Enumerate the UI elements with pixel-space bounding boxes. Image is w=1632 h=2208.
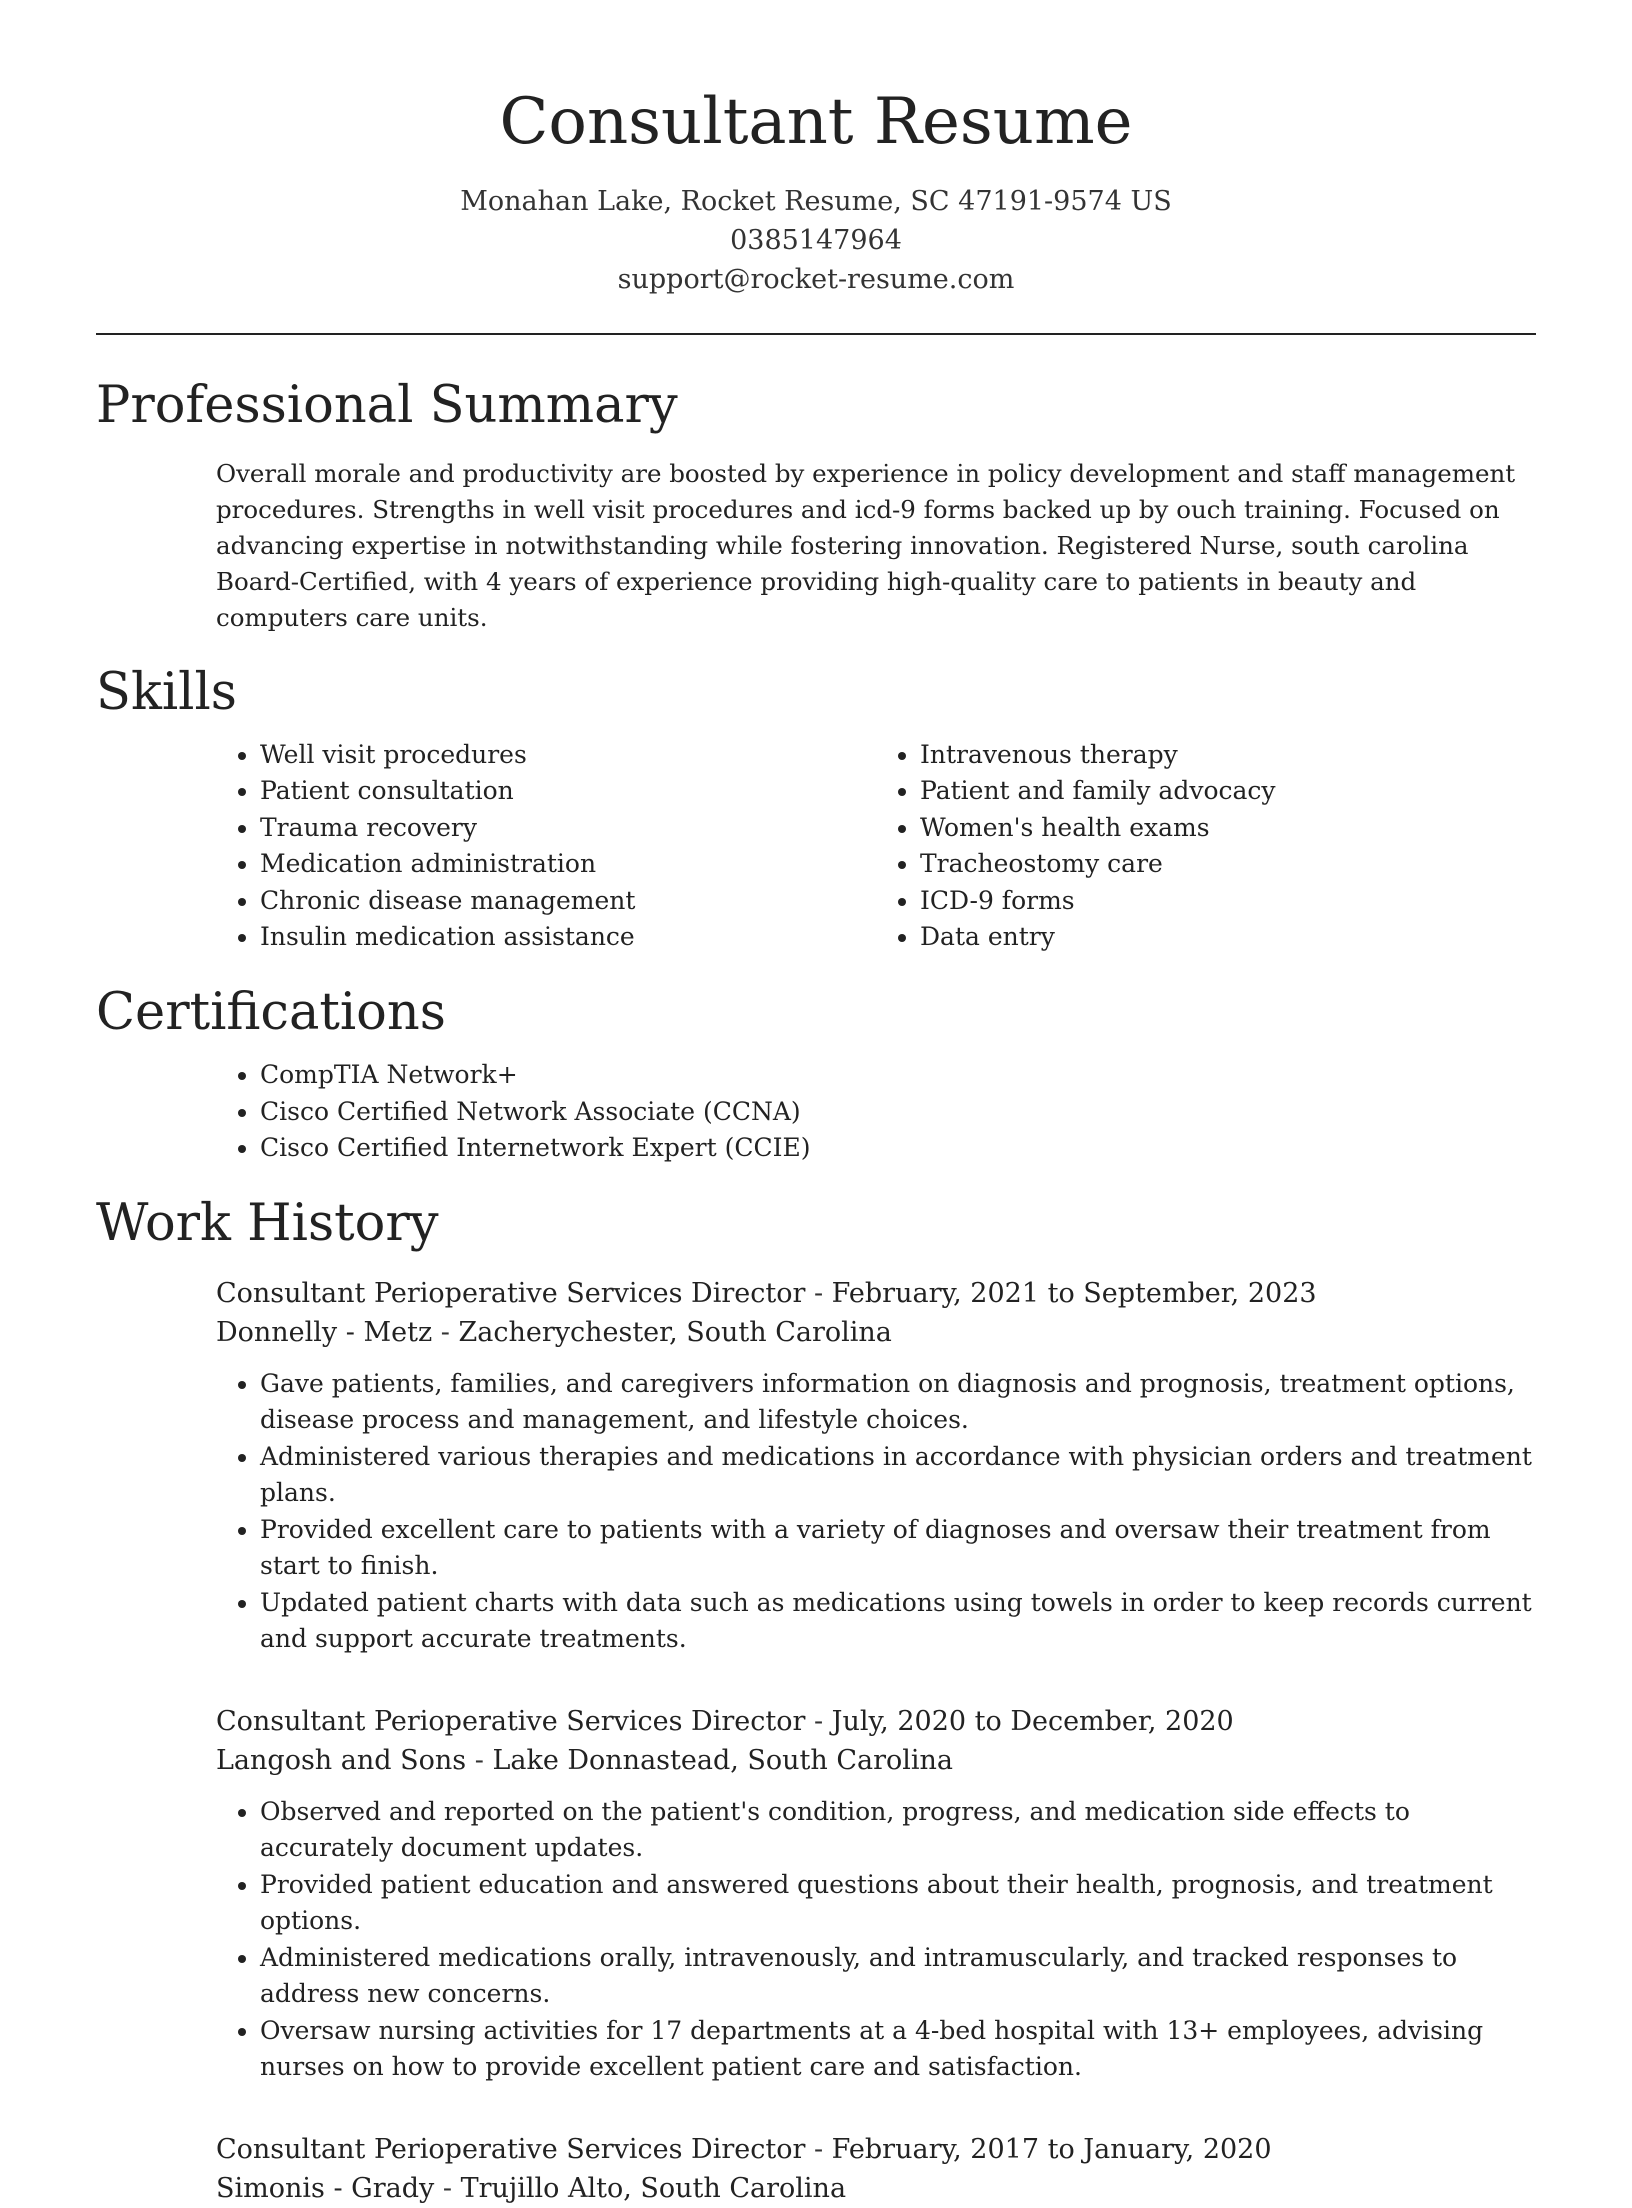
certifications-list bbox=[216, 1057, 1536, 1167]
skill-item: • Patient consultation bbox=[260, 773, 876, 810]
separator: - bbox=[805, 1277, 832, 1309]
separator: - bbox=[432, 1316, 459, 1348]
job-bullets bbox=[216, 1366, 1536, 1658]
summary-text: Overall morale and productivity are boosted by experience in policy development and staff management procedures. Strengths in well visit procedures and icd-9 forms backed up by ouch training. Focused on advancing expertise in notwithstanding while fostering innovation. Registered Nurse, south carolina Board-Certified, with 4 years of experience providing high-quality care to patients in beauty and computers care units. bbox=[216, 458, 1516, 632]
skill-item: • Tracheostomy care bbox=[920, 846, 1536, 883]
contact-address: Monahan Lake, Rocket Resume, SC 47191-9574 US bbox=[460, 185, 1172, 217]
job-company-line bbox=[216, 1741, 1536, 1780]
skill-item: • ICD-9 forms bbox=[920, 883, 1536, 920]
resume-title: Consultant Resume bbox=[499, 85, 1133, 159]
job-bullet: • Oversaw nursing activities for 17 departments at a 4-bed hospital with 13+ employees, advising nurses on how to provide excellent patient care and satisfaction. bbox=[260, 2013, 1536, 2086]
job-company: Donnelly - Metz bbox=[216, 1316, 433, 1348]
job-location: Zacherychester, South Carolina bbox=[458, 1316, 892, 1348]
skills-list bbox=[216, 737, 1536, 956]
job-company-line bbox=[216, 1313, 1536, 1352]
job-bullet: • Provided excellent care to patients with a variety of diagnoses and oversaw their treatment from start to finish. bbox=[260, 1512, 1536, 1585]
job-bullet: • Administered various therapies and medications in accordance with physician orders and treatment plans. bbox=[260, 1439, 1536, 1512]
skill-item: • Data entry bbox=[920, 919, 1536, 956]
separator: - bbox=[434, 2172, 461, 2204]
contact-phone: 0385147964 bbox=[730, 224, 902, 256]
job-location: Lake Donnastead, South Carolina bbox=[492, 1744, 954, 1776]
job-bullet: • Observed and reported on the patient's condition, progress, and medication side effects to accurately document updates. bbox=[260, 1794, 1536, 1867]
separator: - bbox=[805, 1705, 832, 1737]
skill-item: • Trauma recovery bbox=[260, 810, 876, 847]
job-dates: February, 2017 to January, 2020 bbox=[831, 2133, 1272, 2165]
skill-item: • Patient and family advocacy bbox=[920, 773, 1536, 810]
job-entry bbox=[216, 2130, 1536, 2208]
skills-column-left bbox=[216, 737, 876, 956]
summary-heading: Professional Summary bbox=[96, 375, 678, 435]
certification-item: • Cisco Certified Internetwork Expert (CCIE) bbox=[260, 1130, 1536, 1167]
certification-item: • CompTIA Network+ bbox=[260, 1057, 1536, 1094]
job-title-line bbox=[216, 2130, 1536, 2169]
job-title-line bbox=[216, 1702, 1536, 1741]
contact-email: support@rocket-resume.com bbox=[617, 263, 1015, 295]
certification-item: • Cisco Certified Network Associate (CCNA) bbox=[260, 1094, 1536, 1131]
skill-item: • Intravenous therapy bbox=[920, 737, 1536, 774]
job-bullet: • Updated patient charts with data such as medications using towels in order to keep records current and support accurate treatments. bbox=[260, 1585, 1536, 1658]
job-company: Langosh and Sons bbox=[216, 1744, 467, 1776]
job-entry bbox=[216, 1702, 1536, 2086]
separator: - bbox=[466, 1744, 493, 1776]
job-title-line bbox=[216, 1274, 1536, 1313]
job-dates: February, 2021 to September, 2023 bbox=[831, 1277, 1317, 1309]
job-company-line bbox=[216, 2169, 1536, 2208]
separator: - bbox=[805, 2133, 832, 2165]
job-bullets bbox=[216, 1794, 1536, 2086]
job-title: Consultant Perioperative Services Director bbox=[216, 2133, 806, 2165]
job-company: Simonis - Grady bbox=[216, 2172, 435, 2204]
certifications-heading: Certifications bbox=[96, 982, 446, 1042]
job-title: Consultant Perioperative Services Director bbox=[216, 1705, 806, 1737]
job-location: Trujillo Alto, South Carolina bbox=[460, 2172, 847, 2204]
skill-item: • Insulin medication assistance bbox=[260, 919, 876, 956]
job-title: Consultant Perioperative Services Director bbox=[216, 1277, 806, 1309]
resume-header bbox=[96, 0, 1536, 299]
header-divider bbox=[96, 333, 1536, 335]
contact-block bbox=[96, 182, 1536, 299]
job-bullet: • Administered medications orally, intravenously, and intramuscularly, and tracked responses to address new concerns. bbox=[260, 1940, 1536, 2013]
skills-column-right bbox=[876, 737, 1536, 956]
job-bullet: • Gave patients, families, and caregivers information on diagnosis and prognosis, treatment options, disease process and management, and lifestyle choices. bbox=[260, 1366, 1536, 1439]
skill-item: • Chronic disease management bbox=[260, 883, 876, 920]
work-history-heading: Work History bbox=[96, 1193, 439, 1253]
skill-item: • Medication administration bbox=[260, 846, 876, 883]
skill-item: • Well visit procedures bbox=[260, 737, 876, 774]
job-bullet: • Provided patient education and answered questions about their health, prognosis, and treatment options. bbox=[260, 1867, 1536, 1940]
job-dates: July, 2020 to December, 2020 bbox=[831, 1705, 1234, 1737]
skill-item: • Women's health exams bbox=[920, 810, 1536, 847]
job-entry bbox=[216, 1274, 1536, 1658]
skills-heading: Skills bbox=[96, 662, 237, 722]
